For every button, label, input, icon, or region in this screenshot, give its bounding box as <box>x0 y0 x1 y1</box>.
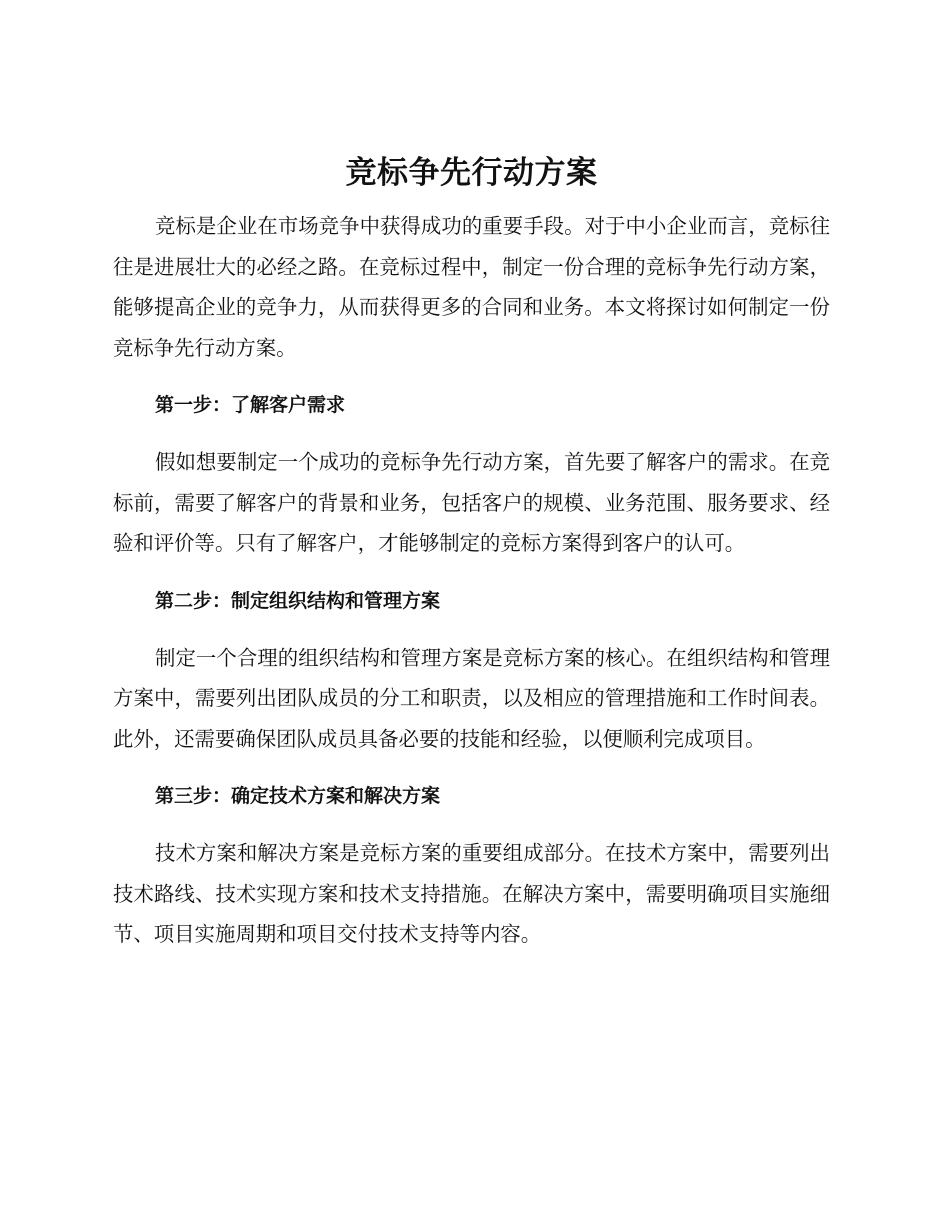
section-heading-step-3: 第三步：确定技术方案和解决方案 <box>155 785 441 807</box>
intro-paragraph: 竞标是企业在市场竞争中获得成功的重要手段。对于中小企业而言，竞标往往是进展壮大的必经之路。在竞标过程中，制定一份合理的竞标争先行动方案，能够提高企业的竞争力，从而获得更多的合同和业务。本文将探讨如何制定一份竞标争先行动方案。 <box>113 214 830 360</box>
section-body-step-1: 假如想要制定一个成功的竞标争先行动方案，首先要了解客户的需求。在竞标前，需要了解客户的背景和业务，包括客户的规模、业务范围、服务要求、经验和评价等。只有了解客户，才能够制定的竞标方案得到客户的认可。 <box>113 450 830 555</box>
document-title: 竞标争先行动方案 <box>345 155 598 191</box>
section-heading-step-1: 第一步：了解客户需求 <box>155 394 346 416</box>
section-heading-step-2: 第二步：制定组织结构和管理方案 <box>155 589 441 612</box>
section-body-step-3: 技术方案和解决方案是竞标方案的重要组成部分。在技术方案中，需要列出技术路线、技术实现方案和技术支持措施。在解决方案中，需要明确项目实施细节、项目实施周期和项目交付技术支持等内容。 <box>113 841 830 946</box>
document-content <box>113 148 830 955</box>
section-body-step-2: 制定一个合理的组织结构和管理方案是竞标方案的核心。在组织结构和管理方案中，需要列出团队成员的分工和职责，以及相应的管理措施和工作时间表。此外，还需要确保团队成员具备必要的技能和经验，以便顺利完成项目。 <box>113 645 830 751</box>
